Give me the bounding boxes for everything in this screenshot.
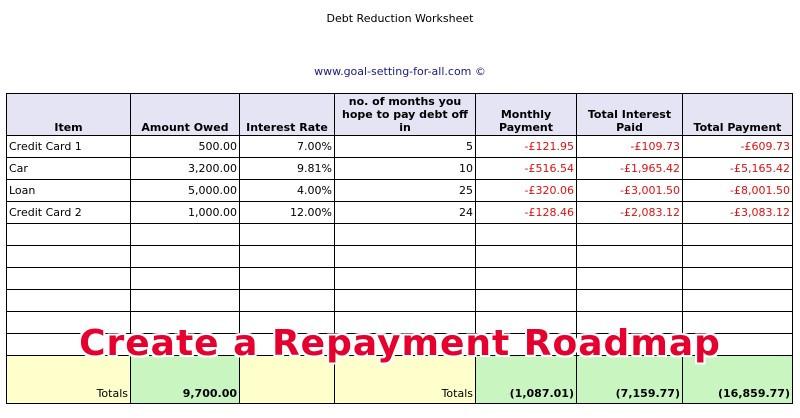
empty-cell[interactable]: [335, 246, 476, 268]
empty-cell[interactable]: [683, 246, 793, 268]
empty-cell[interactable]: [335, 312, 476, 334]
cell-rate[interactable]: 7.00%: [240, 136, 335, 158]
empty-cell[interactable]: [476, 268, 577, 290]
empty-cell[interactable]: [577, 290, 683, 312]
header-months: no. of months you hope to pay debt off in: [335, 94, 476, 136]
cell-interest[interactable]: -£109.73: [577, 136, 683, 158]
empty-cell[interactable]: [335, 224, 476, 246]
header-interest-rate: Interest Rate: [240, 94, 335, 136]
table-row: [7, 180, 793, 202]
cell-total[interactable]: -£609.73: [683, 136, 793, 158]
empty-row: [7, 224, 793, 246]
cell-total[interactable]: -£3,083.12: [683, 202, 793, 224]
empty-cell[interactable]: [335, 334, 476, 356]
empty-cell[interactable]: [240, 268, 335, 290]
header-item: Item: [7, 94, 131, 136]
empty-cell[interactable]: [476, 290, 577, 312]
cell-months[interactable]: 24: [335, 202, 476, 224]
empty-cell[interactable]: [577, 224, 683, 246]
empty-row: [7, 334, 793, 356]
cell-item[interactable]: Car: [7, 158, 131, 180]
empty-cell[interactable]: [7, 290, 131, 312]
cell-monthly[interactable]: -£121.95: [476, 136, 577, 158]
totals-empty-cell[interactable]: [240, 356, 335, 404]
table-row: [7, 158, 793, 180]
empty-row: [7, 290, 793, 312]
header-total-interest: Total Interest Paid: [577, 94, 683, 136]
header-monthly-payment: Monthly Payment: [476, 94, 577, 136]
empty-cell[interactable]: [476, 224, 577, 246]
empty-cell[interactable]: [335, 290, 476, 312]
cell-rate[interactable]: 4.00%: [240, 180, 335, 202]
empty-cell[interactable]: [683, 334, 793, 356]
empty-cell[interactable]: [131, 334, 240, 356]
website-credit: www.goal-setting-for-all.com ©: [314, 65, 486, 78]
totals-label: Totals: [7, 356, 131, 404]
empty-cell[interactable]: [7, 246, 131, 268]
debt-table: [6, 93, 793, 404]
totals-monthly[interactable]: (1,087.01): [476, 356, 577, 404]
totals-row: [7, 356, 793, 404]
empty-cell[interactable]: [131, 224, 240, 246]
cell-total[interactable]: -£8,001.50: [683, 180, 793, 202]
cell-item[interactable]: Loan: [7, 180, 131, 202]
cell-interest[interactable]: -£2,083.12: [577, 202, 683, 224]
cell-interest[interactable]: -£1,965.42: [577, 158, 683, 180]
cell-amount[interactable]: 500.00: [131, 136, 240, 158]
empty-cell[interactable]: [683, 224, 793, 246]
empty-cell[interactable]: [240, 224, 335, 246]
cell-amount[interactable]: 1,000.00: [131, 202, 240, 224]
empty-row: [7, 246, 793, 268]
empty-cell[interactable]: [577, 312, 683, 334]
empty-cell[interactable]: [476, 312, 577, 334]
cell-item[interactable]: Credit Card 2: [7, 202, 131, 224]
empty-cell[interactable]: [7, 312, 131, 334]
table-row: [7, 136, 793, 158]
totals-label-2: Totals: [335, 356, 476, 404]
empty-cell[interactable]: [240, 334, 335, 356]
empty-cell[interactable]: [7, 334, 131, 356]
empty-cell[interactable]: [7, 224, 131, 246]
overlay-caption: Create a Repayment Roadmap: [79, 323, 721, 364]
empty-cell[interactable]: [683, 290, 793, 312]
totals-amount[interactable]: 9,700.00: [131, 356, 240, 404]
cell-total[interactable]: -£5,165.42: [683, 158, 793, 180]
cell-rate[interactable]: 12.00%: [240, 202, 335, 224]
empty-row: [7, 312, 793, 334]
worksheet-title: Debt Reduction Worksheet: [326, 12, 474, 25]
empty-cell[interactable]: [7, 268, 131, 290]
cell-months[interactable]: 10: [335, 158, 476, 180]
empty-cell[interactable]: [683, 312, 793, 334]
totals-interest[interactable]: (7,159.77): [577, 356, 683, 404]
cell-monthly[interactable]: -£128.46: [476, 202, 577, 224]
cell-monthly[interactable]: -£516.54: [476, 158, 577, 180]
cell-amount[interactable]: 3,200.00: [131, 158, 240, 180]
header-row: [7, 94, 793, 136]
empty-cell[interactable]: [240, 312, 335, 334]
empty-cell[interactable]: [577, 268, 683, 290]
table-row: [7, 202, 793, 224]
cell-item[interactable]: Credit Card 1: [7, 136, 131, 158]
cell-interest[interactable]: -£3,001.50: [577, 180, 683, 202]
empty-cell[interactable]: [131, 268, 240, 290]
cell-amount[interactable]: 5,000.00: [131, 180, 240, 202]
cell-months[interactable]: 25: [335, 180, 476, 202]
cell-rate[interactable]: 9.81%: [240, 158, 335, 180]
empty-cell[interactable]: [577, 334, 683, 356]
empty-cell[interactable]: [240, 246, 335, 268]
empty-cell[interactable]: [476, 246, 577, 268]
totals-total[interactable]: (16,859.77): [683, 356, 793, 404]
empty-cell[interactable]: [683, 268, 793, 290]
empty-cell[interactable]: [476, 334, 577, 356]
cell-months[interactable]: 5: [335, 136, 476, 158]
empty-cell[interactable]: [131, 290, 240, 312]
empty-cell[interactable]: [131, 312, 240, 334]
cell-monthly[interactable]: -£320.06: [476, 180, 577, 202]
empty-cell[interactable]: [240, 290, 335, 312]
empty-cell[interactable]: [131, 246, 240, 268]
header-amount-owed: Amount Owed: [131, 94, 240, 136]
empty-cell[interactable]: [335, 268, 476, 290]
empty-row: [7, 268, 793, 290]
header-total-payment: Total Payment: [683, 94, 793, 136]
empty-cell[interactable]: [577, 246, 683, 268]
